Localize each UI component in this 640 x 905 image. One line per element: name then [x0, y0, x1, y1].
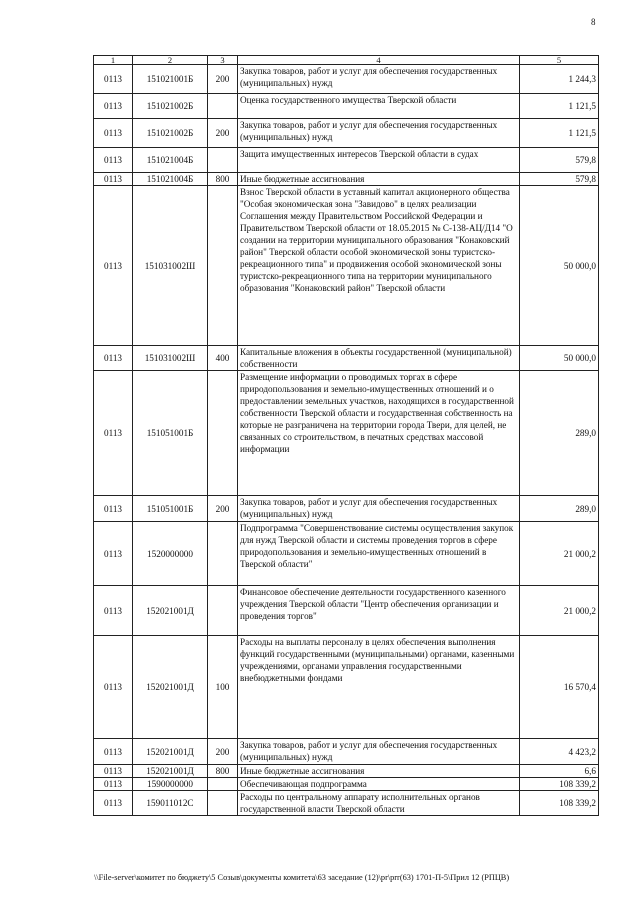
section-code-cell: 0113	[94, 186, 133, 346]
description-cell: Расходы на выплаты персоналу в целях обеспечения выполнения функций государственными (муниципальными) органами, казенными учреждениями, органами управления государственными внебюджетными фондами	[238, 636, 520, 739]
header-cell-1: 1	[94, 56, 133, 65]
expense-type-cell: 200	[208, 496, 238, 522]
description-cell: Закупка товаров, работ и услуг для обеспечения государственных (муниципальных) нужд	[238, 119, 520, 148]
section-code-cell: 0113	[94, 586, 133, 636]
table-row	[94, 65, 599, 94]
header-cell-5: 5	[520, 56, 599, 65]
section-code-cell: 0113	[94, 94, 133, 119]
expense-type-cell	[208, 148, 238, 173]
description-cell: Расходы по центральному аппарату исполнительных органов государственной власти Тверской области	[238, 791, 520, 816]
amount-cell: 289,0	[520, 371, 599, 496]
target-article-cell: 152021001Д	[133, 586, 208, 636]
amount-cell: 289,0	[520, 496, 599, 522]
file-path-footer: \\File-server\комитет по бюджету\5 Созыв\документы комитета\63 заседание (12)\pr\prr(63) 1701-П-5\Прил 12 (РПЦВ)	[94, 873, 510, 882]
table-row	[94, 173, 599, 186]
expense-type-cell	[208, 522, 238, 586]
amount-cell: 1 121,5	[520, 119, 599, 148]
target-article-cell: 151051001Б	[133, 496, 208, 522]
section-code-cell: 0113	[94, 778, 133, 791]
description-cell: Оценка государственного имущества Тверской области	[238, 94, 520, 119]
target-article-cell: 151021002Б	[133, 119, 208, 148]
amount-cell: 579,8	[520, 173, 599, 186]
description-cell: Иные бюджетные ассигнования	[238, 173, 520, 186]
description-cell: Закупка товаров, работ и услуг для обеспечения государственных (муниципальных) нужд	[238, 739, 520, 765]
section-code-cell: 0113	[94, 346, 133, 371]
description-cell: Финансовое обеспечение деятельности государственного казенного учреждения Тверской области "Центр обеспечения организации и проведения торгов"	[238, 586, 520, 636]
target-article-cell: 151021002Б	[133, 94, 208, 119]
table-row	[94, 636, 599, 739]
expense-type-cell: 800	[208, 765, 238, 778]
amount-cell: 1 121,5	[520, 94, 599, 119]
target-article-cell: 151021004Б	[133, 173, 208, 186]
amount-cell: 21 000,2	[520, 522, 599, 586]
table-body	[94, 65, 599, 816]
amount-cell: 50 000,0	[520, 346, 599, 371]
section-code-cell: 0113	[94, 371, 133, 496]
description-cell: Защита имущественных интересов Тверской области в судах	[238, 148, 520, 173]
section-code-cell: 0113	[94, 173, 133, 186]
target-article-cell: 151051001Б	[133, 371, 208, 496]
section-code-cell: 0113	[94, 739, 133, 765]
description-cell: Капитальные вложения в объекты государственной (муниципальной) собственности	[238, 346, 520, 371]
description-cell: Иные бюджетные ассигнования	[238, 765, 520, 778]
amount-cell: 579,8	[520, 148, 599, 173]
expense-type-cell: 800	[208, 173, 238, 186]
target-article-cell: 151031002Ш	[133, 186, 208, 346]
table-row	[94, 94, 599, 119]
section-code-cell: 0113	[94, 765, 133, 778]
header-cell-4: 4	[238, 56, 520, 65]
table-row	[94, 371, 599, 496]
table-row	[94, 791, 599, 816]
table-row	[94, 765, 599, 778]
target-article-cell: 151021004Б	[133, 148, 208, 173]
amount-cell: 1 244,3	[520, 65, 599, 94]
expense-type-cell	[208, 371, 238, 496]
expense-type-cell	[208, 586, 238, 636]
expense-type-cell: 200	[208, 65, 238, 94]
page-number: 8	[591, 17, 596, 27]
target-article-cell: 151031002Ш	[133, 346, 208, 371]
table-row	[94, 778, 599, 791]
amount-cell: 21 000,2	[520, 586, 599, 636]
section-code-cell: 0113	[94, 65, 133, 94]
header-row	[94, 56, 599, 65]
amount-cell: 4 423,2	[520, 739, 599, 765]
section-code-cell: 0113	[94, 791, 133, 816]
target-article-cell: 151021001Б	[133, 65, 208, 94]
table-row	[94, 119, 599, 148]
description-cell: Подпрограмма "Совершенствование системы осуществления закупок для нужд Тверской области и системы проведения торгов в сфере природопользования и земельно-имущественных отношений в Тверской области"	[238, 522, 520, 586]
amount-cell: 50 000,0	[520, 186, 599, 346]
table-row	[94, 739, 599, 765]
expense-type-cell	[208, 94, 238, 119]
description-cell: Обеспечивающая подпрограмма	[238, 778, 520, 791]
expense-type-cell: 100	[208, 636, 238, 739]
table-row	[94, 522, 599, 586]
table-row	[94, 186, 599, 346]
target-article-cell: 159011012С	[133, 791, 208, 816]
table-row	[94, 148, 599, 173]
target-article-cell: 1520000000	[133, 522, 208, 586]
table-row	[94, 586, 599, 636]
expense-type-cell: 400	[208, 346, 238, 371]
description-cell: Размещение информации о проводимых торгах в сфере природопользования и земельно-имущественных отношений и о предоставлении земельных участков, находящихся в государственной собственности Тверской области и государственная собственность на которые не разграничена на территории города Твери, для целей, не связанных со строительством, в печатных средствах массовой информации	[238, 371, 520, 496]
expense-type-cell: 200	[208, 739, 238, 765]
table-row	[94, 346, 599, 371]
section-code-cell: 0113	[94, 496, 133, 522]
description-cell: Закупка товаров, работ и услуг для обеспечения государственных (муниципальных) нужд	[238, 65, 520, 94]
amount-cell: 108 339,2	[520, 778, 599, 791]
table-row	[94, 496, 599, 522]
section-code-cell: 0113	[94, 148, 133, 173]
description-cell: Закупка товаров, работ и услуг для обеспечения государственных (муниципальных) нужд	[238, 496, 520, 522]
target-article-cell: 152021001Д	[133, 636, 208, 739]
target-article-cell: 152021001Д	[133, 739, 208, 765]
header-cell-3: 3	[208, 56, 238, 65]
expense-type-cell: 200	[208, 119, 238, 148]
amount-cell: 108 339,2	[520, 791, 599, 816]
target-article-cell: 152021001Д	[133, 765, 208, 778]
target-article-cell: 1590000000	[133, 778, 208, 791]
amount-cell: 6,6	[520, 765, 599, 778]
description-cell: Взнос Тверской области в уставный капитал акционерного общества "Особая экономическая зона "Завидово" в целях реализации Соглашения между Правительством Российской Федерации и Правительством Тверской области от 18.05.2015 № С-138-АЦ/Д14 "О создании на территории муниципального образования "Конаковский район" Тверской области особой экономической зоны туристско-рекреационного типа" и продвижения особой экономической зоны туристско-рекреационного типа на территории муниципального образования "Конаковский район" Тверской области	[238, 186, 520, 346]
header-cell-2: 2	[133, 56, 208, 65]
expense-type-cell	[208, 778, 238, 791]
expense-type-cell	[208, 791, 238, 816]
section-code-cell: 0113	[94, 522, 133, 586]
budget-table	[93, 55, 599, 816]
expense-type-cell	[208, 186, 238, 346]
section-code-cell: 0113	[94, 636, 133, 739]
section-code-cell: 0113	[94, 119, 133, 148]
amount-cell: 16 570,4	[520, 636, 599, 739]
